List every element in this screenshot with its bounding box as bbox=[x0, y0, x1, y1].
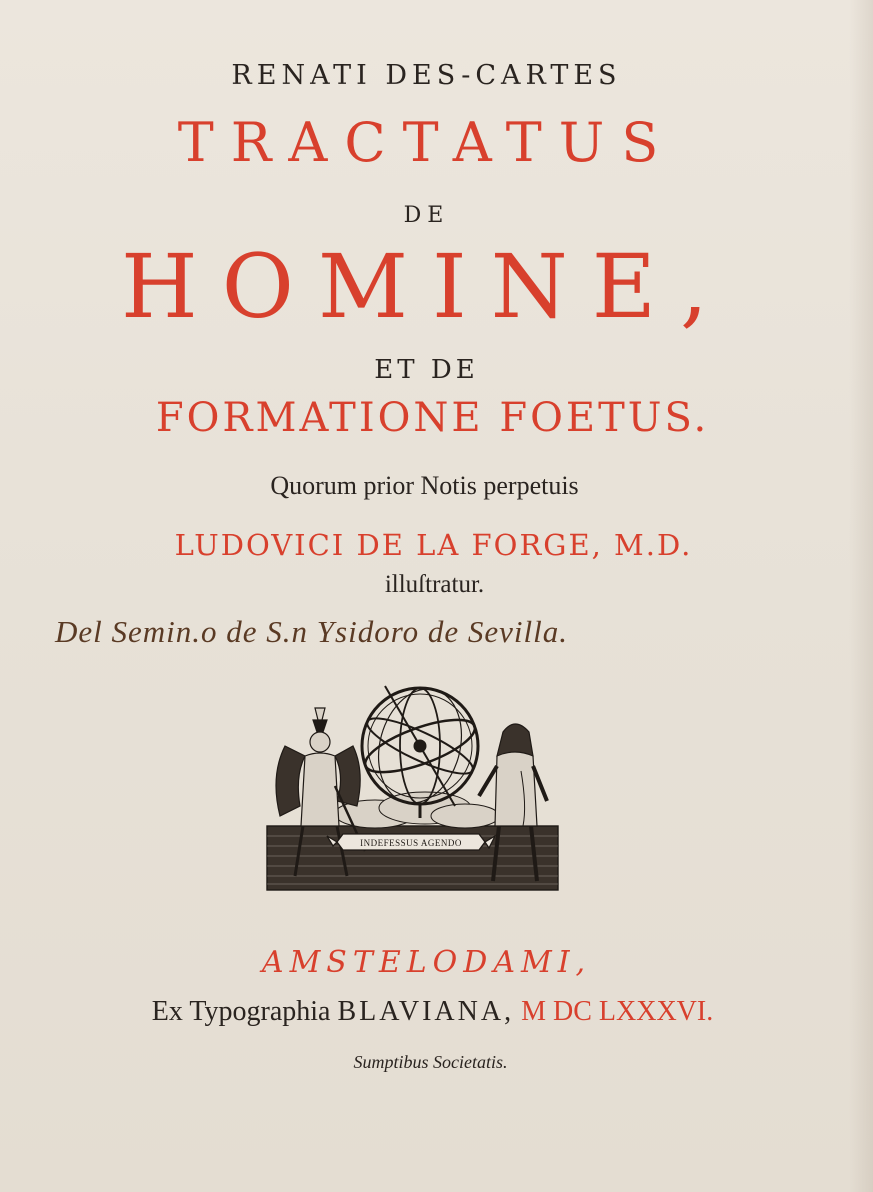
title-et-de: ET DE bbox=[374, 355, 479, 385]
motto-text: INDEFESSUS AGENDO bbox=[360, 838, 462, 848]
illustratur-line: illuſtratur. bbox=[384, 571, 485, 598]
commentator-line: LUDOVICI DE LA FORGE, M.D. bbox=[174, 528, 693, 562]
imprint-sumptibus: Sumptibus Societatis. bbox=[353, 1052, 508, 1072]
cloud-icon bbox=[335, 792, 499, 828]
subtitle-line: Quorum prior Notis perpetuis bbox=[270, 471, 579, 500]
imprint-place: AMSTELODAMI, bbox=[261, 945, 592, 980]
hourglass-icon bbox=[313, 720, 327, 732]
title-tractatus: TRACTATUS bbox=[177, 111, 676, 174]
imprint-prefix: Ex Typographia bbox=[151, 996, 331, 1027]
title-formatione-foetus: FORMATIONE FOETUS. bbox=[155, 395, 710, 441]
imprint-line bbox=[0, 998, 869, 1026]
title-homine: HOMINE, bbox=[121, 235, 732, 338]
provenance-inscription: Del Semin.o de S.n Ysidoro de Sevilla. bbox=[55, 614, 568, 649]
printers-device-woodcut bbox=[265, 676, 560, 892]
imprint-year: M DC LXXXVI. bbox=[521, 996, 714, 1027]
title-de: DE bbox=[403, 203, 450, 228]
author-line: RENATI DES-CARTES bbox=[231, 60, 622, 91]
imprint-printer-name: BLAVIANA, bbox=[337, 996, 515, 1027]
